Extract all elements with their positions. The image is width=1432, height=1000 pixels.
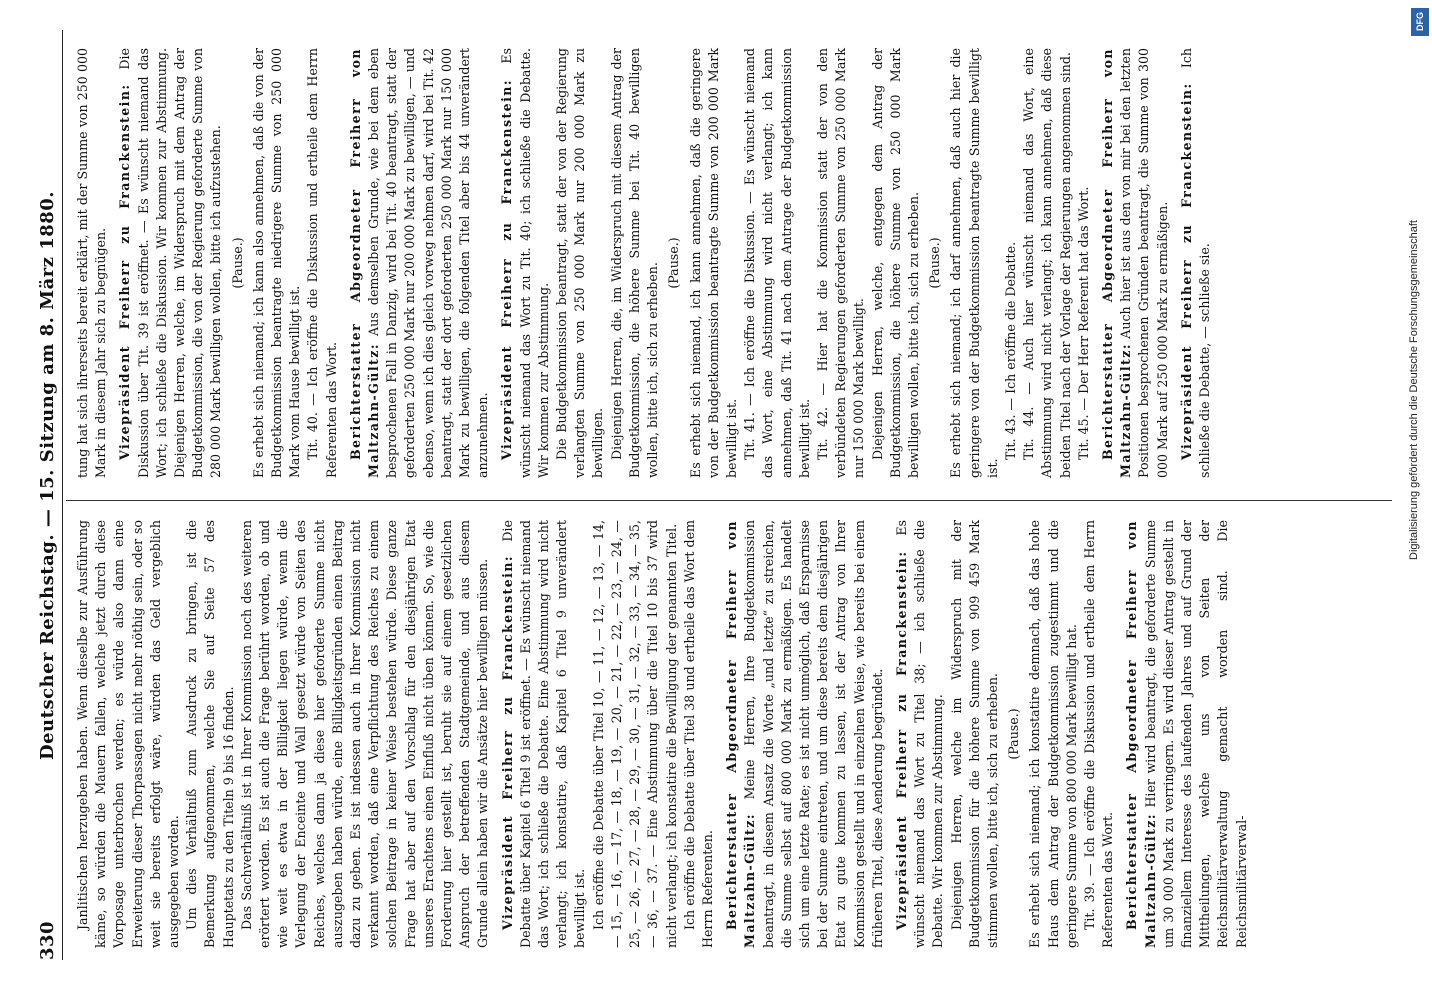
paragraph: (Pause.) xyxy=(229,237,245,289)
speaker-name: Berichterstatter Abgeordneter Freiherr von Maltzahn-Gültz: xyxy=(1124,520,1158,948)
paragraph: Es erhebt sich niemand, ich kann annehmen, daß die geringere von der Budgetkommission beantragte Summe von 200 000 Mark bewilligt ist. xyxy=(687,48,739,478)
paragraph: Ich eröffne die Debatte über Titel 10, — 11, — 12, — 13, — 14, — 15, — 16, — 17, — 18, — 19, — 20, — 21, — 22, — 23, — 24, — 25, — 26, — 27, — 28, — 29, — 30, — 31, — 32, — 33, — 34, — 35, — 36, — 37. — Eine Abstimmung über die Titel 10 bis 37 wird nicht verlangt; ich konstatire die Bewilligung der genannten Titel. xyxy=(590,520,679,948)
paragraph: Tit. 44. — Auch hier wünscht niemand das Wort, eine Abstimmung wird nicht verlangt; ich kann annehmen, daß diese beiden Titel nach der Vorlage der Regierungen angenommen sind. xyxy=(1021,48,1073,478)
paragraph: Tit. 45. — Der Herr Referent hat das Wort. xyxy=(1075,186,1091,460)
dfg-logo: DFG xyxy=(1411,8,1429,36)
paragraph: (Pause.) xyxy=(1006,708,1022,760)
paragraph: Tit. 41. — Ich eröffne die Diskussion. — Es wünscht niemand das Wort, eine Abstimmung wird nicht verlangt; ich kann annehmen, daß Tit. 41 nach dem Antrage der Budgetkommission bewilligt ist. xyxy=(742,48,812,478)
paragraph: Vizepräsident Freiherr zu Franckenstein: Es wünscht niemand das Wort zu Titel 38; — ich schließe die Debatte. Wir kommen zur Abstimmung. xyxy=(893,520,946,948)
paragraph: Es erhebt sich niemand; ich konstatire demnach, daß das hohe Haus dem Antrag der Budgetkommission zugestimmt und die geringere Summe von 800 000 Mark bewilligt hat. xyxy=(1027,520,1079,948)
paragraph: Es erhebt sich niemand; ich kann also annehmen, daß die von der Budgetkommission beantragte niedrigere Summe von 250 000 Mark vom Hause bewilligt ist. xyxy=(250,48,303,478)
speaker-name: Vizepräsident Freiherr zu Franckenstein: xyxy=(499,555,515,930)
paragraph: Tit. 42. — Hier hat die Kommission statt der von den verbündeten Regierungen geforderten Summe von 250 000 Mark nur 150 000 Mark bewilligt. xyxy=(814,48,867,478)
paragraph: Vizepräsident Freiherr zu Franckenstein: Es wünscht niemand das Wort zu Tit. 40; ich schließe die Debatte. Wir kommen zur Abstimmung. xyxy=(499,48,551,478)
paragraph: Um dies Verhältniß zum Ausdruck zu bringen, ist die Bemerkung aufgenommen, welche Sie auf Seite 57 des Hauptetats zu den Titeln 9 bis 16 finden. xyxy=(184,520,236,948)
header-rule xyxy=(62,30,63,960)
paragraph: Das Sachverhältniß ist in Ihrer Kommission noch des weiteren erörtert worden. Es ist auch die Frage berührt worden, ob und wie weit es etwa in der Billigkeit liegen würde, wenn die Verlegung der Enceinte und Wall gesetzt würde von Seiten des Reiches, welches dann ja diese hier geforderte Summe nicht auszugeben haben würde, eine Billigkeitsgründen einen Beitrag dazu zu geben. Es ist indessen auch in Ihrer Kommission nicht verkannt worden, daß eine Verpflichtung des Reiches zu einem solchen Beitrage in keiner Weise bestehen würde. Diese ganze Frage hat aber auf den Vorschlag für den diesjährigen Etat unseres Erachtens einen Einfluß nicht üben können. So, wie die Forderung hier gestellt ist, beruht sie auf einem gesetzlichen Anspruch der betreffenden Stadtgemeinde, und aus diesem Grunde allein haben wir die Ansätze hier bewilligen müssen. xyxy=(238,520,491,948)
paragraph: Berichterstatter Abgeordneter Freiherr von Maltzahn-Gültz: Meine Herren, Ihre Budgetkommission beantragt, in diesem Ansatz die Worte „und letzte“ zu streichen, die Summe selbst auf 800 000 Mark zu ermäßigen. Es handelt sich um eine letzte Rate; es ist nicht unmöglich, daß Ersparnisse bei der Summe eintreten, und um diese bereits dem diesjährigen Etat zu gute kommen zu lassen, ist der Antrag von Ihrer Kommission gestellt und in einzelnen Weise, wie bereits bei einem früheren Titel, diese Aenderung begründet. xyxy=(724,520,885,948)
speaker-name: Berichterstatter Abgeordneter Freiherr von Maltzahn-Gültz: xyxy=(347,48,382,478)
paragraph: Berichterstatter Abgeordneter Freiherr von Maltzahn-Gültz: Hier wird beantragt, die geforderte Summe um 30 000 Mark zu verringern. Es wird dieser Antrag gestellt in finanziellem Interesse des laufenden Jahres und auf Grund der Mittheilungen, welche uns von Seiten der Reichsmilitärverwaltung gemacht worden sind. Die Reichsmilitärverwal- xyxy=(1124,520,1249,948)
speaker-name: Vizepräsident Freiherr zu Franckenstein: xyxy=(499,79,515,460)
paragraph: Vizepräsident Freiherr zu Franckenstein: Die Diskussion über Tit. 39 ist eröffnet. — Es wünscht niemand das Wort; ich schließe die Diskussion. Wir kommen zur Abstimmung. Diejenigen Herren, welche, im Widerspruch mit dem Antrag der Budgetkommission, die von der Regierung geforderte Summe von 280 000 Mark bewilligen wollen, bitte ich aufzustehen. xyxy=(117,48,224,478)
paragraph: Tit. 39. — Ich eröffne die Diskussion und ertheile dem Herrn Referenten das Wort. xyxy=(1081,520,1116,948)
paragraph: Vizepräsident Freiherr zu Franckenstein: Die Debatte über Kapitel 6 Titel 9 ist eröffnet. — Es wünscht niemand das Wort; ich schließe die Debatte. Eine Abstimmung wird nicht verlangt; ich konstatire, daß Kapitel 6 Titel 9 unverändert bewilligt ist. xyxy=(499,520,588,948)
page-number: 330 xyxy=(37,920,58,960)
paragraph: Tit. 40. — Ich eröffne die Diskussion und ertheile dem Herrn Referenten das Wort. xyxy=(305,48,339,478)
left-column xyxy=(74,520,1251,948)
paragraph: Diejenigen Herren, welche im Widerspruch mit der Budgetkommission für die höhere Summe von 909 459 Mark stimmen wollen, bitte ich, sich zu erheben. xyxy=(948,520,1000,948)
paragraph: (Pause.) xyxy=(927,237,943,289)
paragraph: Es erhebt sich niemand; ich darf annehmen, daß auch hier die geringere von der Budgetkommission beantragte Summe bewilligt ist. xyxy=(948,48,1000,478)
page-header xyxy=(28,30,58,960)
paragraph: Die Budgetkommission beantragt, statt der von der Regierung verlangten Summe von 250 000 Mark nur 200 000 Mark zu bewilligen. xyxy=(554,48,606,478)
speaker-name: Vizepräsident Freiherr zu Franckenstein: xyxy=(1178,82,1194,460)
paragraph: Diejenigen Herren, welche, entgegen dem Antrag der Budgetkommission, die höhere Summe von 250 000 Mark bewilligen wollen, bitte ich, sich zu erheben. xyxy=(869,48,921,478)
paragraph: Berichterstatter Abgeordneter Freiherr von Maltzahn-Gültz: Aus demselben Grunde, wie bei dem eben besprochenen Fall in Danzig, wird bei Tit. 40 beantragt, statt der geforderten 250 000 Mark nur 200 000 Mark zu bewilligen, — und ebenso, wenn ich dies gleich vorweg nehmen darf, wird bei Tit. 42 beantragt, statt der dort geforderten 250 000 Mark nur 150 000 Mark zu bewilligen, die folgenden Titel aber bis 44 unverändert anzunehmen. xyxy=(347,48,491,478)
right-column xyxy=(74,48,1214,478)
column-divider xyxy=(66,500,1392,501)
paragraph: Berichterstatter Abgeordneter Freiherr von Maltzahn-Gültz: Auch hier ist aus den von mir bei den letzten Positionen besprochenen Gründen beantragt, die Summe von 300 000 Mark auf 250 000 Mark zu ermäßigen. xyxy=(1099,48,1170,478)
paragraph: Tit. 43. — Ich eröffne die Debatte. xyxy=(1002,241,1018,460)
paragraph: tung hat sich ihrerseits bereit erklärt, mit der Summe von 250 000 Mark in diesem Jahr sich zu begnügen. xyxy=(75,48,109,478)
speaker-name: Vizepräsident Freiherr zu Franckenstein: xyxy=(117,83,133,460)
paragraph: Ich eröffne die Debatte über Titel 38 und ertheile das Wort dem Herrn Referenten. xyxy=(681,520,715,948)
speaker-name: Vizepräsident Freiherr zu Franckenstein: xyxy=(893,550,909,930)
paragraph: Diejenigen Herren, die, im Widerspruch mit diesem Antrag der Budgetkommission, die höhere Summe bei Tit. 40 bewilligen wollen, bitte ich, sich zu erheben. xyxy=(608,48,661,478)
paragraph: Vizepräsident Freiherr zu Franckenstein: Ich schließe die Debatte, — schließe sie. xyxy=(1178,48,1212,478)
paragraph: (Pause.) xyxy=(666,237,682,289)
paragraph: Janlitischen herzugeben haben. Wenn dieselbe zur Ausführung käme, so würden die Mauern fallen, welche jetzt durch diese Vorposage unterbrochen werden; es würde also dann eine Erweiterung dieser Thorpassagen nicht mehr nöthig sein, oder so weit sie bereits erfolgt wäre, würden das Geld vergeblich ausgegeben worden. xyxy=(75,520,182,948)
digitization-credit: Digitalisierung gefördert durch die Deutsche Forschungsgemeinschaft xyxy=(1408,220,1420,560)
page-title: Deutscher Reichstag. — 15. Sitzung am 8. März 1880. xyxy=(37,190,58,760)
speaker-name: Berichterstatter Abgeordneter Freiherr von Maltzahn-Gültz: xyxy=(724,520,758,948)
speaker-name: Berichterstatter Abgeordneter Freiherr von Maltzahn-Gültz: xyxy=(1099,48,1134,478)
